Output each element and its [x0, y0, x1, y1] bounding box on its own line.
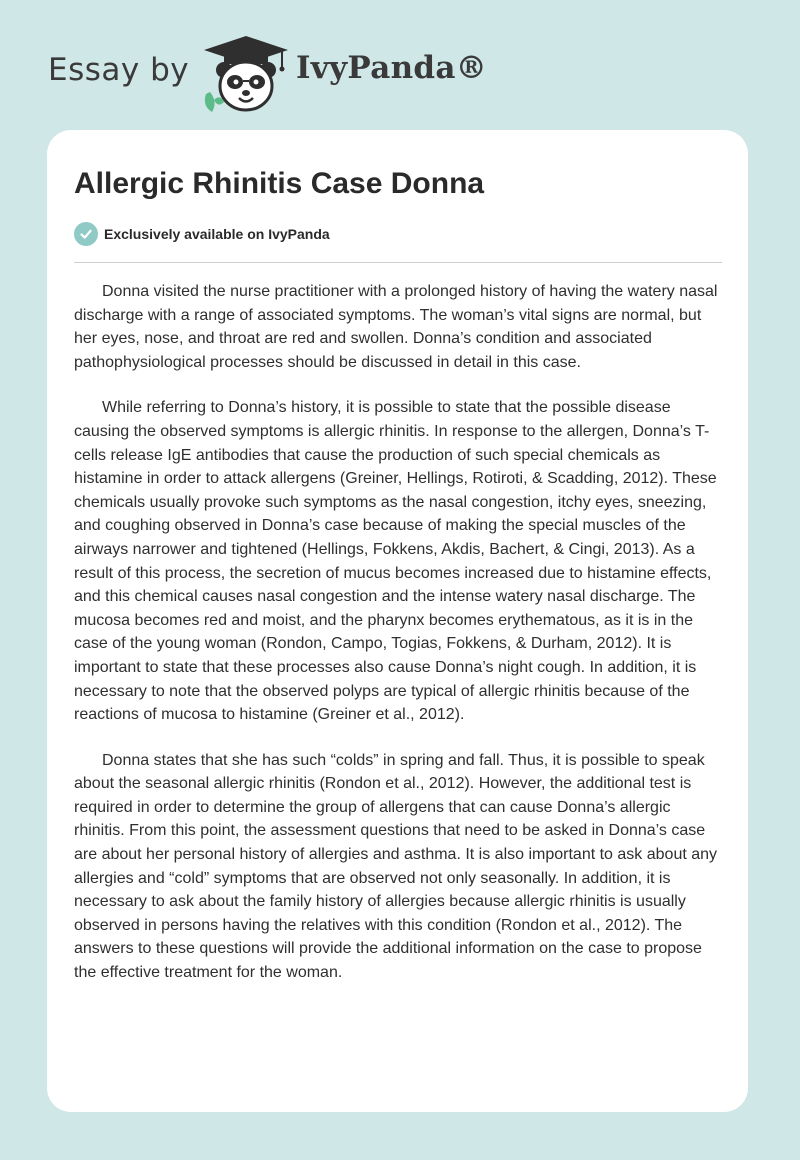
brand-name[interactable]: IvyPanda®: [296, 50, 488, 86]
paragraph-3: Donna states that she has such “colds” in spring and fall. Thus, it is possible to speak about the seasonal allergic rhinitis (Rondon et al., 2012). However, the additional test is required in order to determine the group of allergens that can cause Donna’s allergic rhinitis. From this point, the assessment questions that need to be asked in Donna’s case are about her personal history of allergies and asthma. It is also important to ask about any allergies and “cold” symptoms that are observed not only seasonally. In addition, it is necessary to ask about the family history of allergies because allergic rhinitis is usually observed in persons having the relatives with this condition (Rondon et al., 2012). The answers to these questions will provide the additional information on the case to propose the effective treatment for the woman.: [74, 751, 718, 982]
exclusive-label: Exclusively available on IvyPanda: [104, 226, 330, 242]
essay-card: [47, 130, 748, 1112]
paragraph-2: While referring to Donna’s history, it is possible to state that the possible disease causing the observed symptoms is allergic rhinitis. In response to the allergen, Donna’s T-cells release IgE antibodies that cause the production of such special chemicals as histamine in order to attack allergens (Greiner, Hellings, Rotiroti, & Scadding, 2012). These chemicals usually provoke such symptoms as the nasal congestion, itchy eyes, sneezing, and coughing observed in Donna’s case because of making the special muscles of the airways narrower and tightened (Hellings, Fokkens, Akdis, Bachert, & Cingi, 2013). As a result of this process, the secretion of mucus becomes increased due to histamine effects, and this chemical causes nasal congestion and the intense watery nasal discharge. The mucosa becomes red and moist, and the pharynx becomes erythematous, as it is in the case of the young woman (Rondon, Campo, Togias, Fokkens, & Durham, 2012). It is important to state that these processes also cause Donna’s night cough. In addition, it is necessary to note that the observed polyps are typical of allergic rhinitis because of the reactions of mucosa to histamine (Greiner et al., 2012).: [74, 399, 717, 724]
essay-body: [74, 280, 725, 1007]
page-title: Allergic Rhinitis Case Donna: [74, 167, 485, 200]
divider: [74, 262, 722, 263]
check-icon: [74, 222, 98, 246]
essay-by-label: Essay by: [48, 52, 190, 88]
exclusive-badge: [74, 222, 330, 246]
site-header: [48, 30, 548, 110]
panda-logo-icon[interactable]: [200, 34, 292, 114]
paragraph-1: Donna visited the nurse practitioner with a prolonged history of having the watery nasal discharge with a range of associated symptoms. The woman’s vital signs are normal, but her eyes, nose, and throat are red and swollen. Donna’s condition and associated pathophysiological processes should be discussed in detail in this case.: [74, 283, 718, 371]
